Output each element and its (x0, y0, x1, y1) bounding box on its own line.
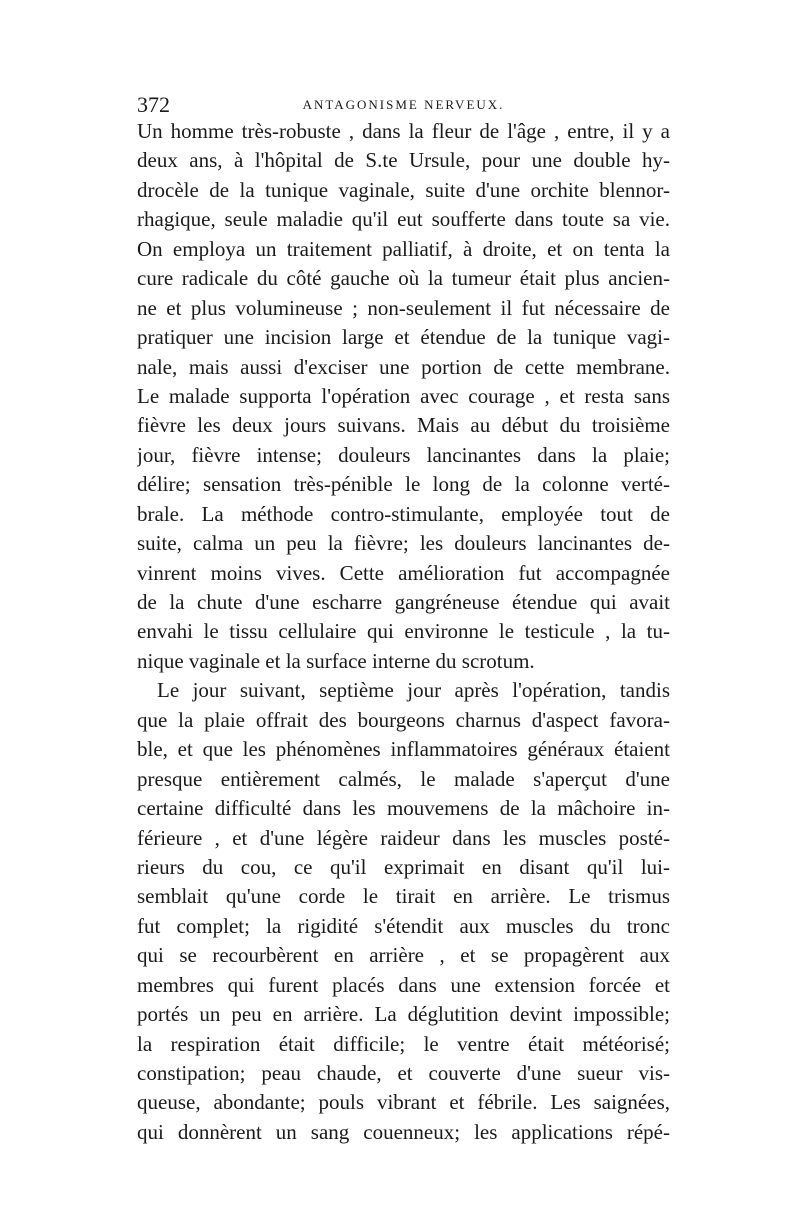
body-text (137, 117, 670, 1147)
text-line: cure radicale du côté gauche où la tumeur était plus ancien- (137, 266, 670, 291)
text-line: Le jour suivant, septième jour après l'opération, tandis (157, 678, 670, 703)
text-line: ble, et que les phénomènes inflammatoires généraux étaient (137, 737, 670, 762)
text-line: de la chute d'une escharre gangréneuse étendue qui avait (137, 590, 670, 614)
text-line: qui se recourbèrent en arrière , et se propagèrent aux (137, 943, 670, 968)
text-line: presque entièrement calmés, le malade s'aperçut d'une (137, 766, 670, 791)
text-line: certaine difficulté dans les mouvemens de la mâchoire in- (137, 796, 670, 821)
text-line: queuse, abondante; pouls vibrant et fébrile. Les saignées, (137, 1090, 670, 1115)
text-line: ne et plus volumineuse ; non-seulement il fut nécessaire de (137, 295, 670, 320)
text-line: Un homme très-robuste , dans la fleur de l'âge , entre, il y a (137, 119, 670, 143)
text-line: qui donnèrent un sang couenneux; les applications répé- (137, 1119, 670, 1144)
text-line: que la plaie offrait des bourgeons charnus d'aspect favora- (137, 707, 670, 732)
text-line: jour, fièvre intense; douleurs lancinantes dans la plaie; (137, 442, 670, 467)
text-line: semblait qu'une corde le tirait en arrière. Le trismus (137, 884, 670, 909)
text-line: fut complet; la rigidité s'étendit aux muscles du tronc (137, 913, 670, 938)
text-line: deux ans, à l'hôpital de S.te Ursule, pour une double hy- (137, 148, 670, 173)
text-line: rhagique, seule maladie qu'il eut soufferte dans toute sa vie. (137, 207, 670, 232)
text-line: la respiration était difficile; le ventre était météorisé; (137, 1031, 670, 1056)
text-line: membres qui furent placés dans une extension forcée et (137, 972, 670, 997)
text-line: brale. La méthode contro-stimulante, employée tout de (137, 501, 670, 526)
text-line: délire; sensation très-pénible le long de la colonne verté- (137, 472, 670, 497)
text-line: drocèle de la tunique vaginale, suite d'une orchite blennor- (137, 177, 670, 202)
text-line: envahi le tissu cellulaire qui environne le testicule , la tu- (137, 619, 670, 644)
text-line: portés un peu en arrière. La déglutition devint impossible; (137, 1002, 670, 1027)
text-line: fièvre les deux jours suivans. Mais au début du troisième (137, 413, 670, 438)
text-line: suite, calma un peu la fièvre; les douleurs lancinantes de- (137, 531, 670, 556)
running-title: ANTAGONISME NERVEUX. (302, 97, 505, 112)
page-number: 372 (137, 92, 170, 117)
page-header (137, 91, 670, 119)
text-line: rieurs du cou, ce qu'il exprimait en disant qu'il lui- (137, 854, 670, 879)
text-line: férieure , et d'une légère raideur dans les muscles posté- (137, 825, 670, 850)
text-line: vinrent moins vives. Cette amélioration fut accompagnée (137, 560, 670, 585)
text-line: pratiquer une incision large et étendue de la tunique vagi- (137, 325, 670, 350)
text-line: On employa un traitement palliatif, à droite, et on tenta la (137, 236, 670, 261)
text-line: constipation; peau chaude, et couverte d'une sueur vis- (137, 1061, 670, 1085)
text-line: Le malade supporta l'opération avec courage , et resta sans (137, 383, 670, 408)
text-line: nique vaginale et la surface interne du scrotum. (137, 648, 535, 673)
text-line: nale, mais aussi d'exciser une portion de cette membrane. (137, 354, 670, 379)
